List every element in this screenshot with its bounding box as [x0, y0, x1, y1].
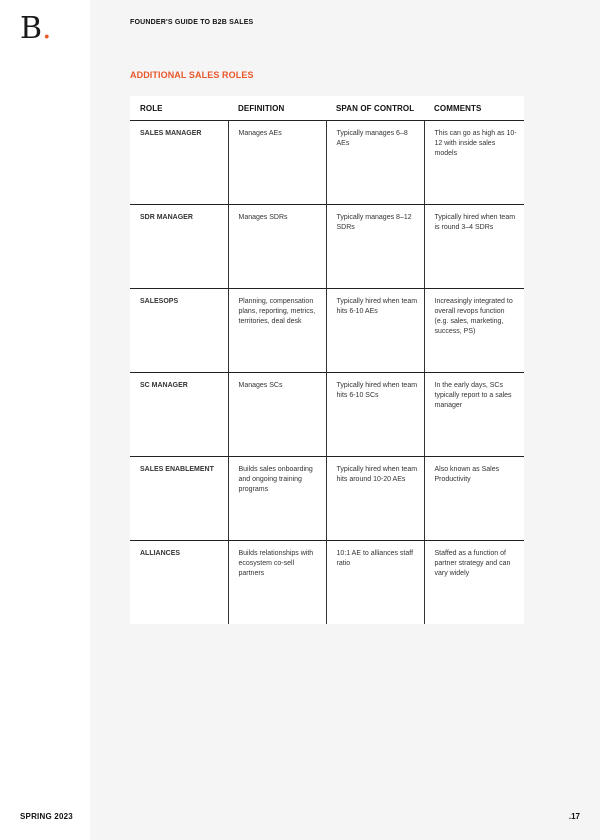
document-title: FOUNDER'S GUIDE TO B2B SALES	[130, 19, 254, 26]
role-cell: ALLIANCES	[140, 550, 181, 557]
table-row	[130, 373, 524, 457]
role-cell: SDR MANAGER	[130, 205, 228, 289]
sidebar	[0, 0, 90, 840]
span-cell: Typically hired when team hits 6-10 SCs	[326, 373, 424, 457]
comments-cell: In the early days, SCs typically report to a sales manager	[424, 373, 524, 457]
column-header-definition: DEFINITION	[228, 96, 326, 121]
table-row	[130, 121, 524, 205]
column-header-span: SPAN OF CONTROL	[326, 96, 424, 121]
column-header-role: ROLE	[130, 96, 228, 121]
role-cell: SALESOPS	[130, 289, 228, 373]
definition-cell: Manages SCs	[228, 373, 326, 457]
span-cell: Typically manages 8–12 SDRs	[326, 205, 424, 289]
table-row	[130, 457, 524, 541]
logo-dot: .	[42, 11, 52, 46]
role-cell: SC MANAGER	[130, 373, 228, 457]
sales-roles-table	[130, 96, 524, 624]
comments-cell: Also known as Sales Productivity	[424, 457, 524, 541]
definition-cell: Builds relationships with ecosystem co-sell partners	[228, 541, 326, 625]
role-cell: SALES ENABLEMENT	[130, 457, 228, 541]
brand-logo	[20, 11, 52, 46]
definition-cell: Manages AEs	[228, 121, 326, 205]
role-cell: SALES MANAGER	[130, 121, 228, 205]
definition-cell: Planning, compensation plans, reporting, metrics, territories, deal desk	[228, 289, 326, 373]
section-heading: ADDITIONAL SALES ROLES	[130, 70, 254, 80]
comments-cell: Staffed as a function of partner strategy and can vary widely	[424, 541, 524, 625]
span-cell: Typically hired when team hits 6-10 AEs	[326, 289, 424, 373]
table-row	[130, 205, 524, 289]
comments-cell: Typically hired when team is round 3–4 SDRs	[424, 205, 524, 289]
page-number: .17	[568, 812, 580, 821]
span-cell: Typically manages 6–8 AEs	[326, 121, 424, 205]
edition-label: SPRING 2023	[20, 812, 73, 821]
comments-cell: This can go as high as 10-12 with inside sales models	[424, 121, 524, 205]
span-cell: Typically hired when team hits around 10-20 AEs	[326, 457, 424, 541]
comments-cell: Increasingly integrated to overall revops function (e.g. sales, marketing, success, PS)	[424, 289, 524, 373]
column-header-comments: COMMENTS	[424, 96, 524, 121]
span-cell: 10:1 AE to alliances staff ratio	[326, 541, 424, 625]
logo-letter: B	[20, 11, 43, 46]
table-row	[130, 541, 524, 625]
definition-cell: Builds sales onboarding and ongoing training programs	[228, 457, 326, 541]
table-header-row	[130, 96, 524, 121]
definition-cell: Manages SDRs	[228, 205, 326, 289]
table-row	[130, 289, 524, 373]
